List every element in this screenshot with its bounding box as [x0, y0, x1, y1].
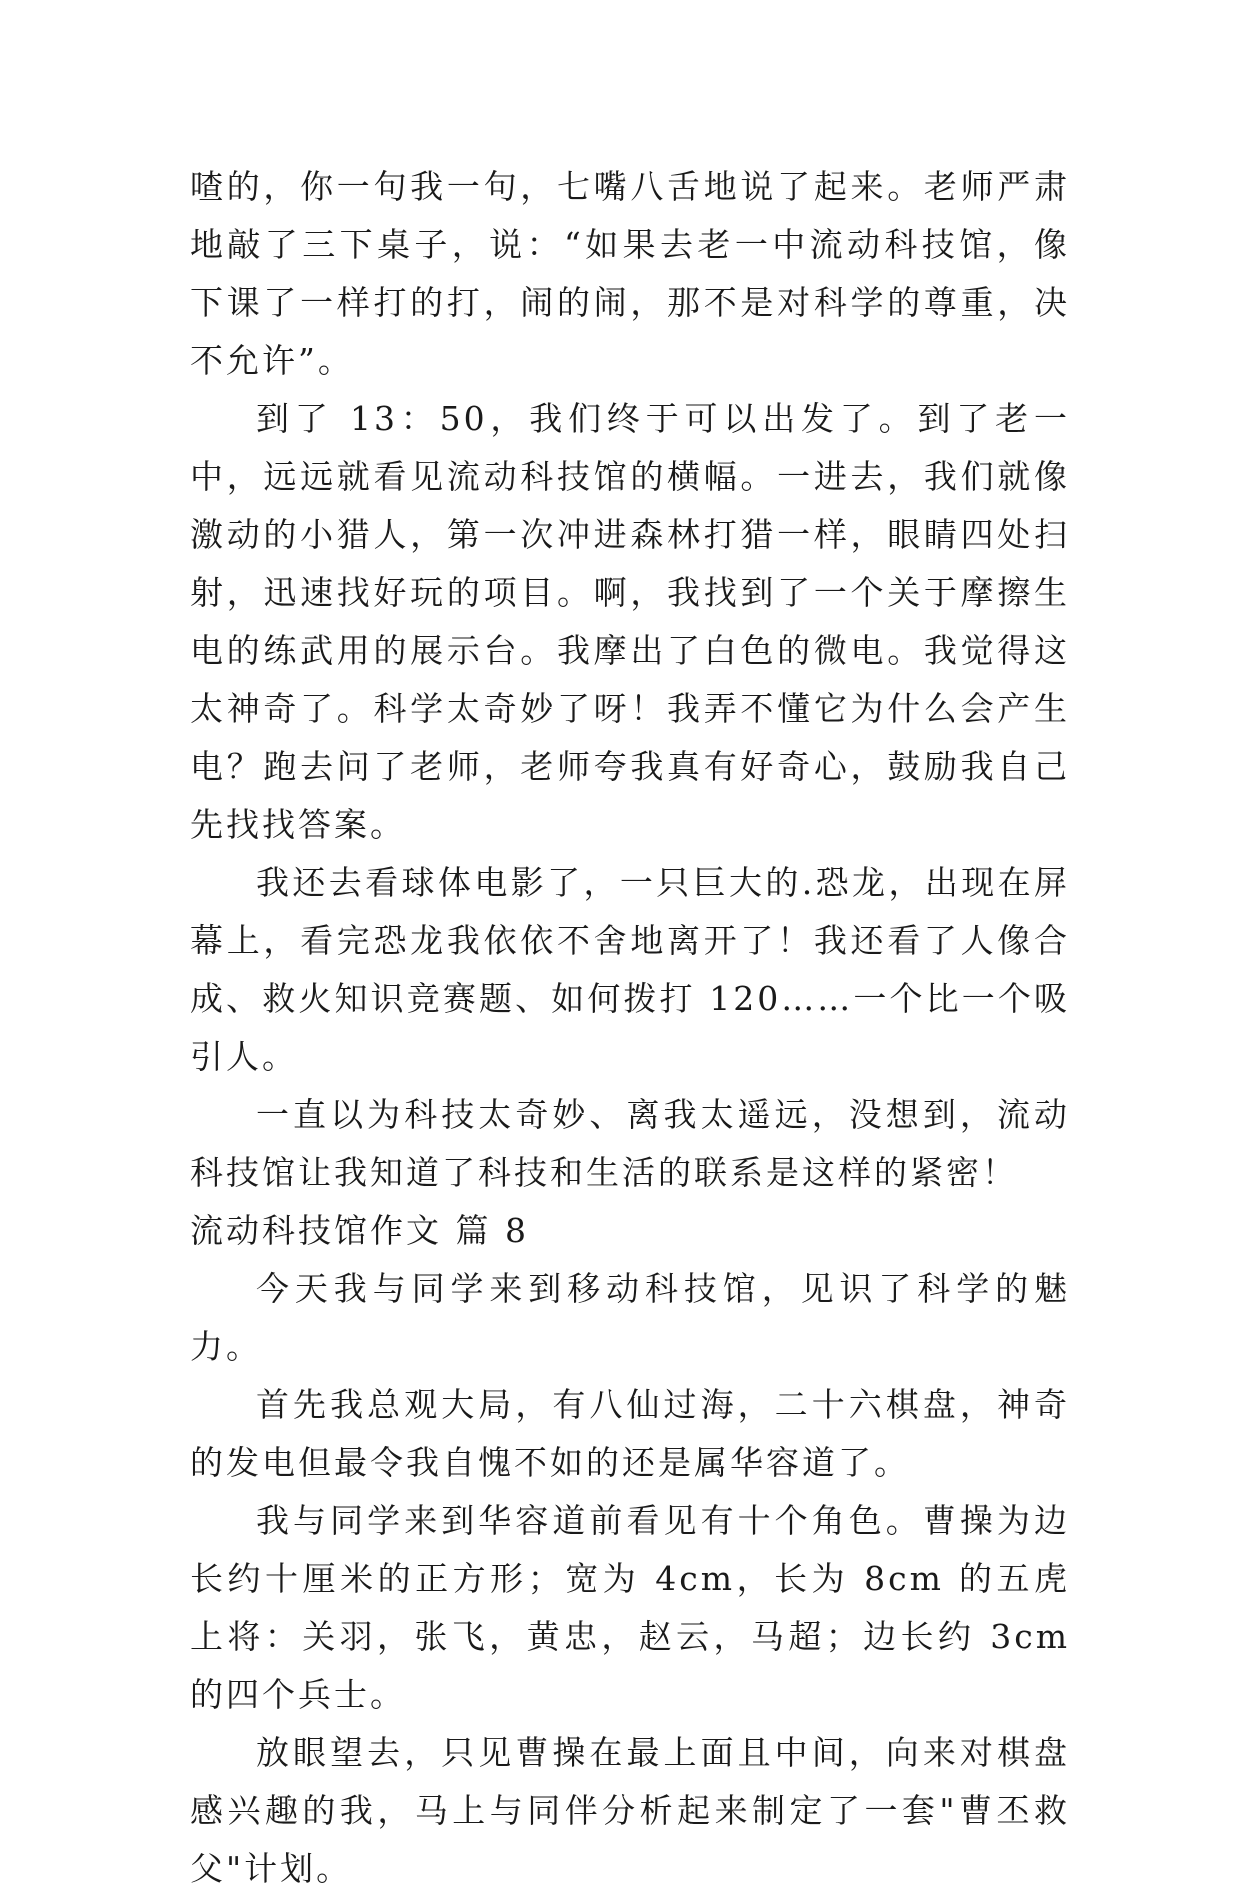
paragraph: 喳的，你一句我一句，七嘴八舌地说了起来。老师严肃地敲了三下桌子，说：“如果去老一中流动科技馆，像下课了一样打的打，闹的闹，那不是对科学的尊重，决不允许”。 [190, 167, 1070, 380]
paragraph: 放眼望去，只见曹操在最上面且中间，向来对棋盘感兴趣的我，马上与同伴分析起来制定了一套"曹丕救父"计划。 [190, 1733, 1070, 1888]
paragraph: 到了 13：50，我们终于可以出发了。到了老一中，远远就看见流动科技馆的横幅。一进去，我们就像激动的小猎人，第一次冲进森林打猎一样，眼睛四处扫射，迅速找好玩的项目。啊，我找到了一个关于摩擦生电的练武用的展示台。我摩出了白色的微电。我觉得这太神奇了。科学太奇妙了呀！我弄不懂它为什么会产生电？跑去问了老师，老师夸我真有好奇心，鼓励我自己先找找答案。 [190, 399, 1070, 844]
paragraph: 一直以为科技太奇妙、离我太遥远，没想到，流动科技馆让我知道了科技和生活的联系是这样的紧密！ [190, 1095, 1070, 1192]
paragraph: 我还去看球体电影了，一只巨大的.恐龙，出现在屏幕上，看完恐龙我依依不舍地离开了！我还看了人像合成、救火知识竞赛题、如何拨打 120……一个比一个吸引人。 [190, 863, 1070, 1076]
paragraph: 首先我总观大局，有八仙过海，二十六棋盘，神奇的发电但最令我自愧不如的还是属华容道了。 [190, 1385, 1070, 1482]
paragraph: 今天我与同学来到移动科技馆，见识了科学的魅力。 [190, 1269, 1070, 1366]
document-body [190, 158, 1070, 1898]
section-heading: 流动科技馆作文 篇 8 [190, 1211, 529, 1250]
paragraph: 我与同学来到华容道前看见有十个角色。曹操为边长约十厘米的正方形；宽为 4cm，长为 8cm 的五虎上将：关羽，张飞，黄忠，赵云，马超；边长约 3cm 的四个兵士。 [190, 1501, 1070, 1714]
